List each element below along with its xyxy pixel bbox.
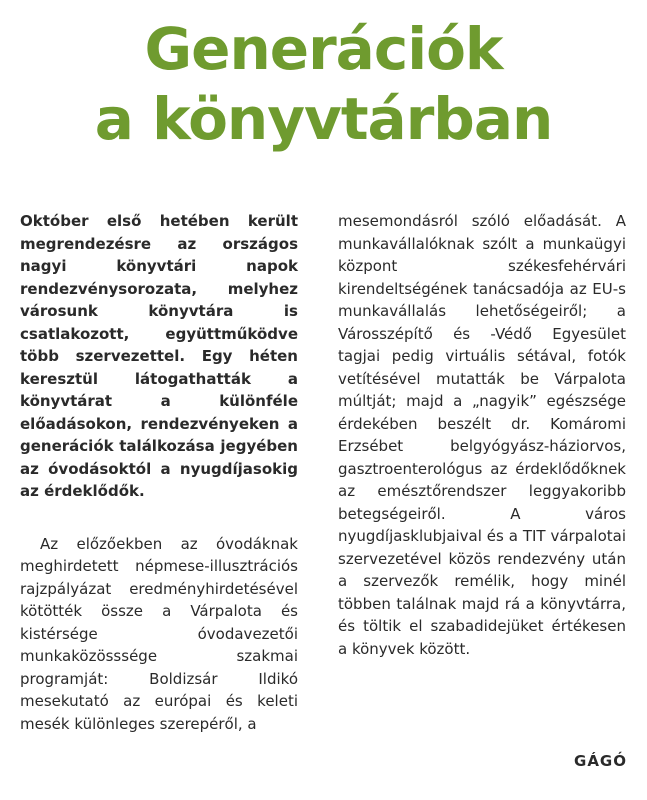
article-title [0,14,647,154]
title-line-2: a könyvtárban [94,85,553,153]
right-column [338,210,626,660]
author-signature: GÁGÓ [574,752,627,770]
title-line-1: Generációk [144,15,503,83]
body-paragraph-2: mesemondásról szóló előadását. A munkavállalóknak szólt a munkaügyi központ székesfehérvári kirendeltségének tanácsadója az EU-s munkavállalás lehetőségeiről; a Városszépítő és -Védő Egyesület tagjai pedig virtuális sétával, fotók vetítésével mutatták be Várpalota múltját; majd a „nagyik” egészsége érdekében beszélt dr. Komáromi Erzsébet belgyógyász-háziorvos, gasztroenterológus az érdeklődőknek az emésztőrendszer leggyakoribb betegségeiről. A város nyugdíjasklubjaival és a TIT várpalotai szervezetével közös rendezvény után a szervezők remélik, hogy minél többen találnak majd rá a könyvtárra, és töltik el szabadidejüket értékesen a könyvek között. [338,212,626,658]
body-paragraph-1: Az előzőekben az óvodáknak meghirdetett népmese-illusztrációs rajzpályázat eredményhirdetésével kötötték össze a Várpalota és kistérsége óvodavezetői munkaközösssége szakmai programját: Boldizsár Ildikó mesekutató az európai és keleti mesék különleges szerepéről, a [20,534,298,733]
left-column [20,210,298,735]
lead-paragraph: Október első hetében került megrendezésre az országos nagyi könyvtári napok rendezvénysorozata, melyhez városunk könyvtára is csatlakozott, együttműködve több szervezettel. Egy héten keresztül látogathatták a könyvtárat a különféle előadásokon, rendezvényeken a generációk találkozása jegyében az óvodásoktól a nyugdíjasokig az érdeklődők. [20,212,298,500]
